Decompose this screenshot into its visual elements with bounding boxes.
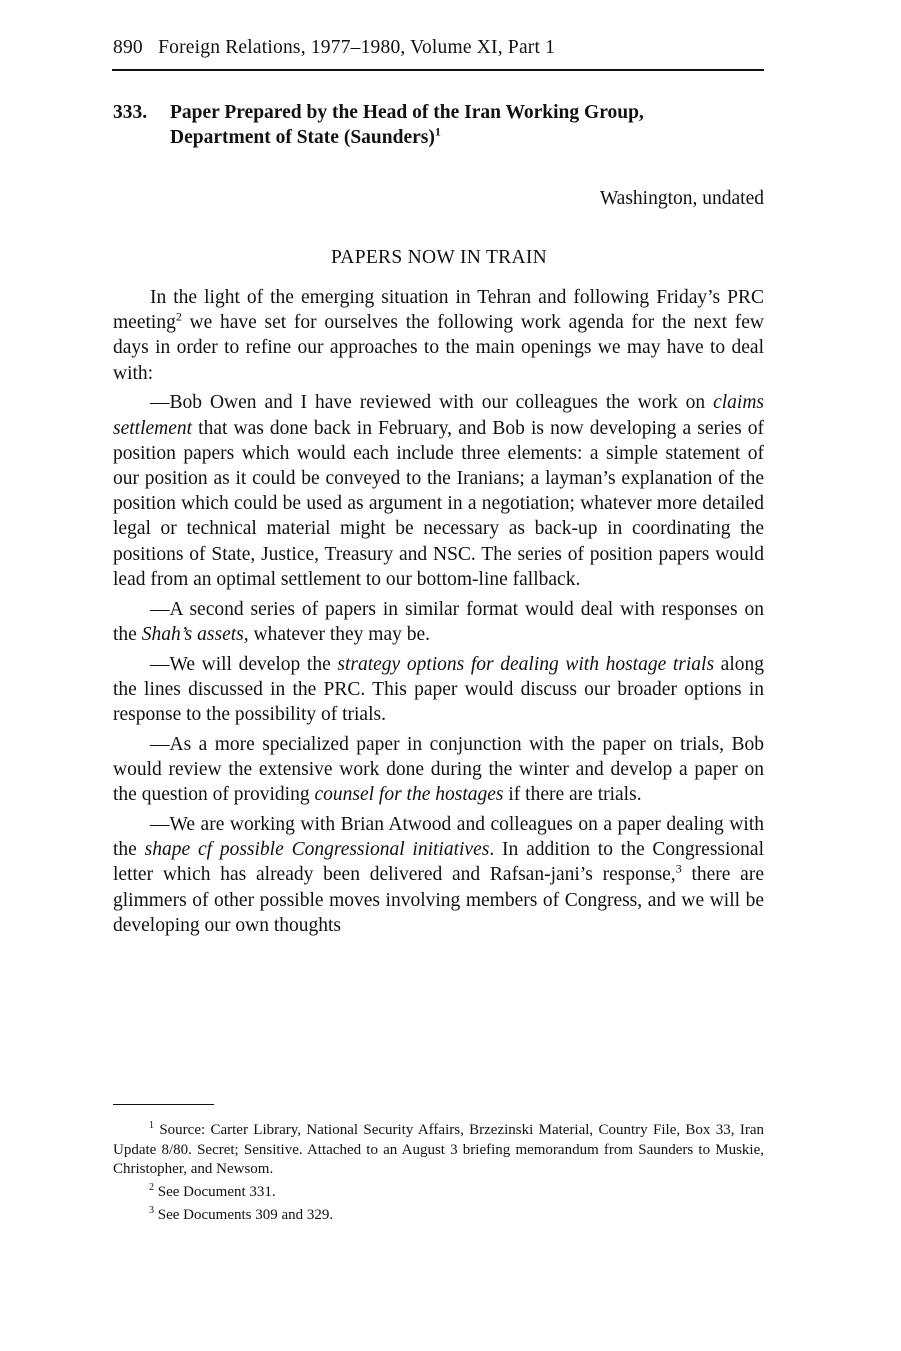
text-run: if there are trials.	[503, 784, 642, 806]
document-title-line1: Paper Prepared by the Head of the Iran Working Group,	[170, 102, 644, 123]
footnote-ref: 1	[434, 124, 441, 139]
paragraph	[113, 285, 764, 386]
footnote-ref: 2	[175, 309, 182, 324]
emphasis: strategy options for dealing with hostage trials	[337, 653, 715, 675]
document-title	[170, 100, 765, 150]
series-title: Foreign Relations, 1977–1980, Volume XI, Part 1	[158, 37, 556, 58]
footnotes	[113, 1121, 764, 1230]
running-head	[113, 37, 765, 59]
footnote	[113, 1121, 764, 1180]
dateline: Washington, undated	[599, 188, 764, 209]
paragraph	[113, 732, 764, 808]
text-run: , whatever they may be.	[243, 623, 431, 645]
emphasis: claims settlement	[113, 392, 764, 439]
document-title-line2: Department of State (Saunders)	[170, 127, 435, 148]
text-run: there are glimmers of other possible moves involving members of Congress, and we will be developing our own thoughts	[113, 864, 764, 936]
header-rule	[112, 69, 764, 71]
footnote-ref: 3	[675, 861, 682, 876]
text-run: along the lines discussed in the PRC. This paper would discuss our broader options in response to the possibility of trials.	[113, 653, 764, 726]
paragraph	[113, 812, 764, 938]
text-run: —We will develop the	[150, 653, 338, 675]
text-run: —We are working with Brian Atwood and colleagues on a paper dealing with the	[113, 814, 764, 861]
emphasis: counsel for the hostages	[314, 784, 504, 806]
text-run: In the light of the emerging situation in Tehran and following Friday’s PRC meeting	[113, 287, 764, 334]
footnote-number: 3	[149, 1205, 154, 1217]
page-number: 890	[113, 37, 143, 58]
text-run: that was done back in February, and Bob is now developing a series of position papers which would each include three elements: a simple statement of our position as it could be conveyed to the Iranians; a layman’s explanation of the position which could be used as argument in a negotiation; whatever more detailed legal or technical material might be necessary as back-up in coordinating the positions of State, Justice, Treasury and NSC. The series of position papers would lead from an optimal settlement to our bottom-line fallback.	[113, 417, 764, 590]
emphasis: Shah’s assets	[141, 623, 244, 645]
footnote	[113, 1206, 764, 1226]
footnote-text: See Documents 309 and 329.	[154, 1207, 334, 1224]
footnote-text: See Document 331.	[154, 1184, 276, 1201]
paragraph	[113, 390, 764, 592]
document-heading	[113, 100, 765, 150]
footnote-number: 1	[149, 1120, 154, 1131]
footnote	[113, 1183, 764, 1203]
paragraph	[113, 652, 764, 728]
footnote-number: 2	[149, 1182, 154, 1194]
body-text	[113, 285, 764, 943]
text-run: —A second series of papers in similar format would deal with responses on the	[113, 598, 764, 645]
text-run: —Bob Owen and I have reviewed with our colleagues the work on	[150, 392, 714, 414]
footnote-rule	[113, 1104, 214, 1105]
emphasis: shape cf possible Congressional initiatives	[144, 839, 490, 861]
paragraph	[113, 597, 764, 647]
text-run: —As a more specialized paper in conjunction with the paper on trials, Bob would review the extensive work done during the winter and develop a paper on the question of providing	[113, 733, 764, 806]
text-run: . In addition to the Congressional letter which has already been delivered and Rafsan-jani’s response,	[113, 839, 764, 886]
document-number: 333.	[113, 102, 148, 123]
subheading: PAPERS NOW IN TRAIN	[330, 247, 548, 268]
text-run: we have set for ourselves the following work agenda for the next few days in order to refine our approaches to the main openings we may have to deal with:	[113, 312, 764, 384]
footnote-text: Source: Carter Library, National Security Affairs, Brzezinski Material, Country File, Box 33, Iran Update 8/80. Secret; Sensitive. Attached to an August 3 briefing memorandum from Saunders to Muskie, Christopher, and Newsom.	[113, 1122, 764, 1177]
